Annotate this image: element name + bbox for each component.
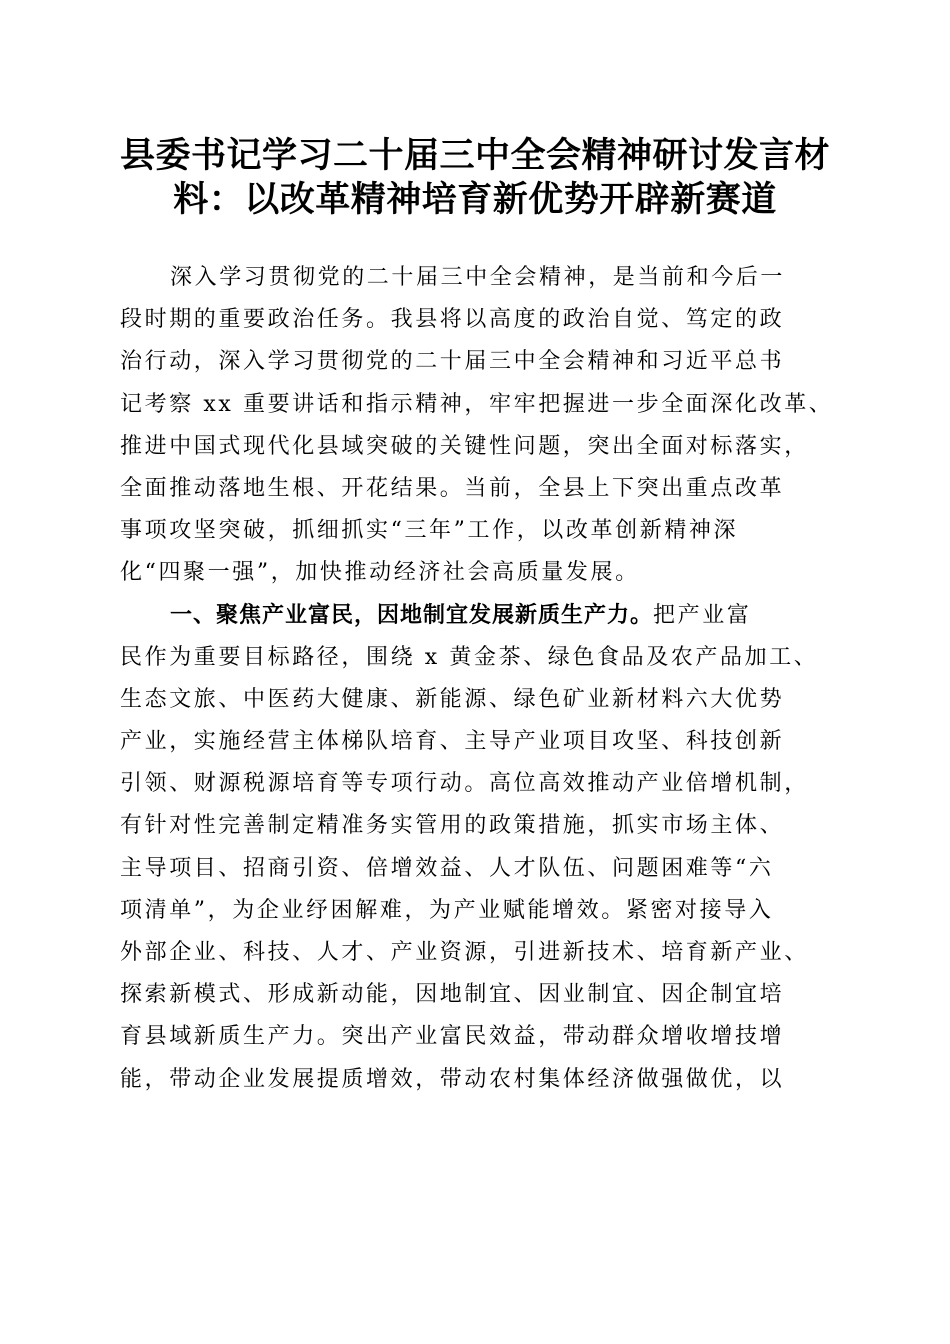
section-1-line: 外部企业、科技、人才、产业资源，引进新技术、培育新产业、 (120, 940, 809, 965)
title-line-1: 县委书记学习二十届三中全会精神研讨发言材 (119, 135, 830, 176)
section-1-line: 育县域新质生产力。突出产业富民效益，带动群众增收增技增 (120, 1024, 785, 1050)
section-1-line: 引领、财源税源培育等专项行动。高位高效推动产业倍增机制， (120, 771, 809, 797)
section-1-line: 探索新模式、形成新动能，因地制宜、因业制宜、因企制宜培 (120, 982, 785, 1008)
intro-line: 治行动，深入学习贯彻党的二十届三中全会精神和习近平总书 (120, 349, 785, 375)
section-1-line: 项清单”，为企业纾困解难，为产业赋能增效。紧密对接导入 (120, 897, 774, 923)
title-line-2: 料：以改革精神培育新优势开辟新赛道 (173, 179, 777, 220)
intro-line: 化“四聚一强”，加快推动经济社会高质量发展。 (120, 560, 640, 586)
intro-line: 段时期的重要政治任务。我县将以高度的政治自觉、笃定的政 (120, 307, 785, 333)
section-1-line: 有针对性完善制定精准务实管用的政策措施，抓实市场主体、 (120, 813, 785, 839)
intro-line: 事项攻坚突破，抓细抓实“三年”工作，以改革创新精神深 (120, 518, 739, 544)
document-body (120, 257, 840, 1101)
section-1-first-line-rest: 把产业富 (653, 602, 752, 628)
section-1-line: 民作为重要目标路径，围绕 x 黄金茶、绿色食品及农产品加工、 (120, 644, 819, 670)
section-1-line: 主导项目、招商引资、倍增效益、人才队伍、问题困难等“六 (120, 855, 774, 881)
section-1-line: 能，带动企业发展提质增效，带动农村集体经济做强做优，以 (120, 1066, 785, 1092)
section-1-heading: 一、聚焦产业富民，因地制宜发展新质生产力。 (170, 602, 654, 628)
intro-line: 全面推动落地生根、开花结果。当前，全县上下突出重点改革 (120, 475, 785, 501)
intro-line: 推进中国式现代化县域突破的关键性问题，突出全面对标落实， (120, 433, 809, 459)
section-1-line: 产业，实施经营主体梯队培育、主导产业项目攻坚、科技创新 (120, 729, 785, 755)
section-1-first-line (120, 595, 840, 637)
intro-line: 记考察 xx 重要讲话和指示精神，牢牢把握进一步全面深化改革、 (120, 391, 834, 417)
document-title (110, 134, 840, 222)
section-1-line: 生态文旅、中医药大健康、新能源、绿色矿业新材料六大优势 (120, 686, 785, 712)
intro-line: 深入学习贯彻党的二十届三中全会精神，是当前和今后一 (170, 265, 786, 290)
